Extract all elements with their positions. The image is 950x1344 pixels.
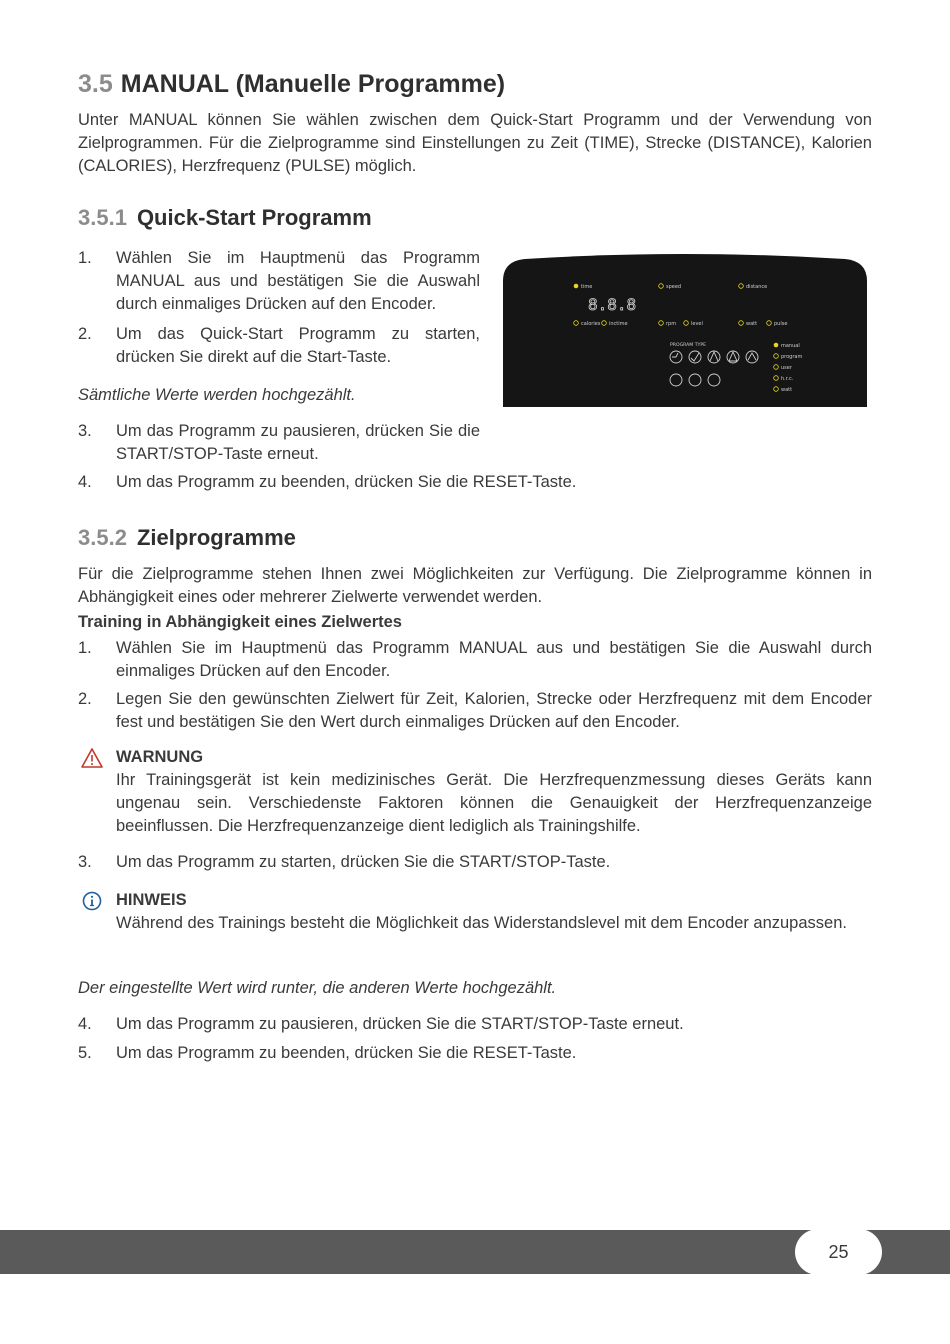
step-text: Legen Sie den gewünschten Zielwert für Zeit, Kalorien, Strecke oder Herzfrequenz mit dem Encoder fest und bestätigen Sie den Wert durch einmaliges Drücken auf den Encoder. (116, 690, 872, 731)
list-item (78, 688, 872, 734)
console-label-level: level (691, 321, 703, 327)
console-label-time: time (581, 284, 593, 290)
target-heading (78, 525, 296, 551)
console-image (503, 251, 867, 407)
step-text: Um das Programm zu pausieren, drücken Sie die START/STOP-Taste erneut. (116, 1015, 684, 1033)
target-subheading: Training in Abhängigkeit eines Zielwertes (78, 613, 402, 631)
step-number: 3. (78, 422, 92, 440)
target-title: Zielprogramme (136, 525, 296, 550)
target-number: 3.5.2 (78, 525, 127, 550)
warning-icon (81, 747, 103, 769)
list-item (78, 420, 480, 466)
console-panel (503, 251, 867, 407)
step-text: Um das Programm zu beenden, drücken Sie die RESET-Taste. (116, 1044, 577, 1062)
step-number: 1. (78, 249, 92, 267)
quick-start-note: Sämtliche Werte werden hochgezählt. (78, 386, 356, 404)
step-text: Wählen Sie im Hauptmenü das Programm MANUAL aus und bestätigen Sie die Auswahl durch einmaliges Drücken auf den Encoder. (116, 249, 480, 313)
console-label-inctime: inctime (609, 321, 628, 327)
console-label-distance: distance (746, 284, 768, 290)
step-text: Wählen Sie im Hauptmenü das Programm MANUAL aus und bestätigen Sie die Auswahl durch einmaliges Drücken auf den Encoder. (116, 639, 872, 680)
info-icon (81, 890, 103, 912)
step-text: Um das Programm zu pausieren, drücken Sie die START/STOP-Taste erneut. (116, 422, 480, 463)
list-item (78, 323, 480, 369)
list-item (78, 851, 872, 874)
step-number: 2. (78, 690, 92, 708)
console-mode-watt: watt (781, 387, 793, 393)
hint-callout (78, 889, 872, 935)
step-text: Um das Quick-Start Programm zu starten, drücken Sie direkt auf die Start-Taste. (116, 325, 480, 366)
warning-callout (78, 746, 872, 838)
step-number: 4. (78, 1015, 92, 1033)
step-text: Um das Programm zu beenden, drücken Sie die RESET-Taste. (116, 473, 577, 491)
console-label-pulse: pulse (774, 321, 788, 327)
console-digits: 8.8.8 (588, 295, 637, 314)
list-item (78, 247, 480, 316)
warning-title: WARNUNG (116, 748, 204, 766)
list-item (78, 637, 872, 683)
list-item (78, 1042, 872, 1065)
section-number: 3.5 (78, 70, 113, 98)
quick-start-number: 3.5.1 (78, 205, 127, 230)
console-mode-program: program (781, 354, 803, 360)
warning-text: Ihr Trainingsgerät ist kein medizinisches Gerät. Die Herzfrequenzmessung dieses Geräts kann ungenau sein. Verschiedenste Faktoren können die Genauigkeit der Herzfrequenzanzeige beeinflussen. Die Herzfrequenzanzeige dient lediglich als Trainingshilfe. (116, 771, 872, 835)
section-intro: Unter MANUAL können Sie wählen zwischen dem Quick-Start Programm und der Verwendung von Zielprogrammen. Für die Zielprogramme sind Einstellungen zu Zeit (TIME), Strecke (DISTANCE), Kalorien (CALORIES), Herzfrequenz (PULSE) möglich. (78, 111, 872, 175)
target-intro: Für die Zielprogramme stehen Ihnen zwei Möglichkeiten zur Verfügung. Die Zielprogramme können in Abhängigkeit eines oder mehrerer Zielwerte verwendet werden. (78, 565, 872, 606)
console-mode-user: user (781, 365, 792, 371)
quick-start-heading (78, 205, 372, 231)
console-mode-hrc: h.r.c. (781, 376, 794, 382)
quick-start-title: Quick-Start Programm (136, 205, 372, 230)
step-number: 3. (78, 853, 92, 871)
console-label-watt: watt (746, 321, 758, 327)
step-number: 5. (78, 1044, 92, 1062)
console-program-type: PROGRAM TYPE (670, 343, 706, 348)
hint-text: Während des Trainings besteht die Möglichkeit das Widerstandslevel mit dem Encoder anzupassen. (116, 914, 847, 932)
console-mode-manual: manual (781, 343, 800, 349)
indicator-led (574, 284, 579, 289)
console-label-rpm: rpm (666, 321, 677, 327)
page-number: 25 (795, 1229, 882, 1275)
hint-title: HINWEIS (116, 891, 187, 909)
list-item (78, 1013, 872, 1036)
list-item (78, 471, 872, 494)
step-number: 1. (78, 639, 92, 657)
indicator-led (774, 343, 779, 348)
step-number: 2. (78, 325, 92, 343)
console-label-speed: speed (666, 284, 682, 290)
step-text: Um das Programm zu starten, drücken Sie die START/STOP-Taste. (116, 853, 611, 871)
target-note: Der eingestellte Wert wird runter, die anderen Werte hochgezählt. (78, 979, 557, 997)
console-label-calories: calories (581, 321, 601, 327)
section-title: MANUAL (Manuelle Programme) (120, 70, 506, 98)
step-number: 4. (78, 473, 92, 491)
section-heading (78, 70, 505, 99)
